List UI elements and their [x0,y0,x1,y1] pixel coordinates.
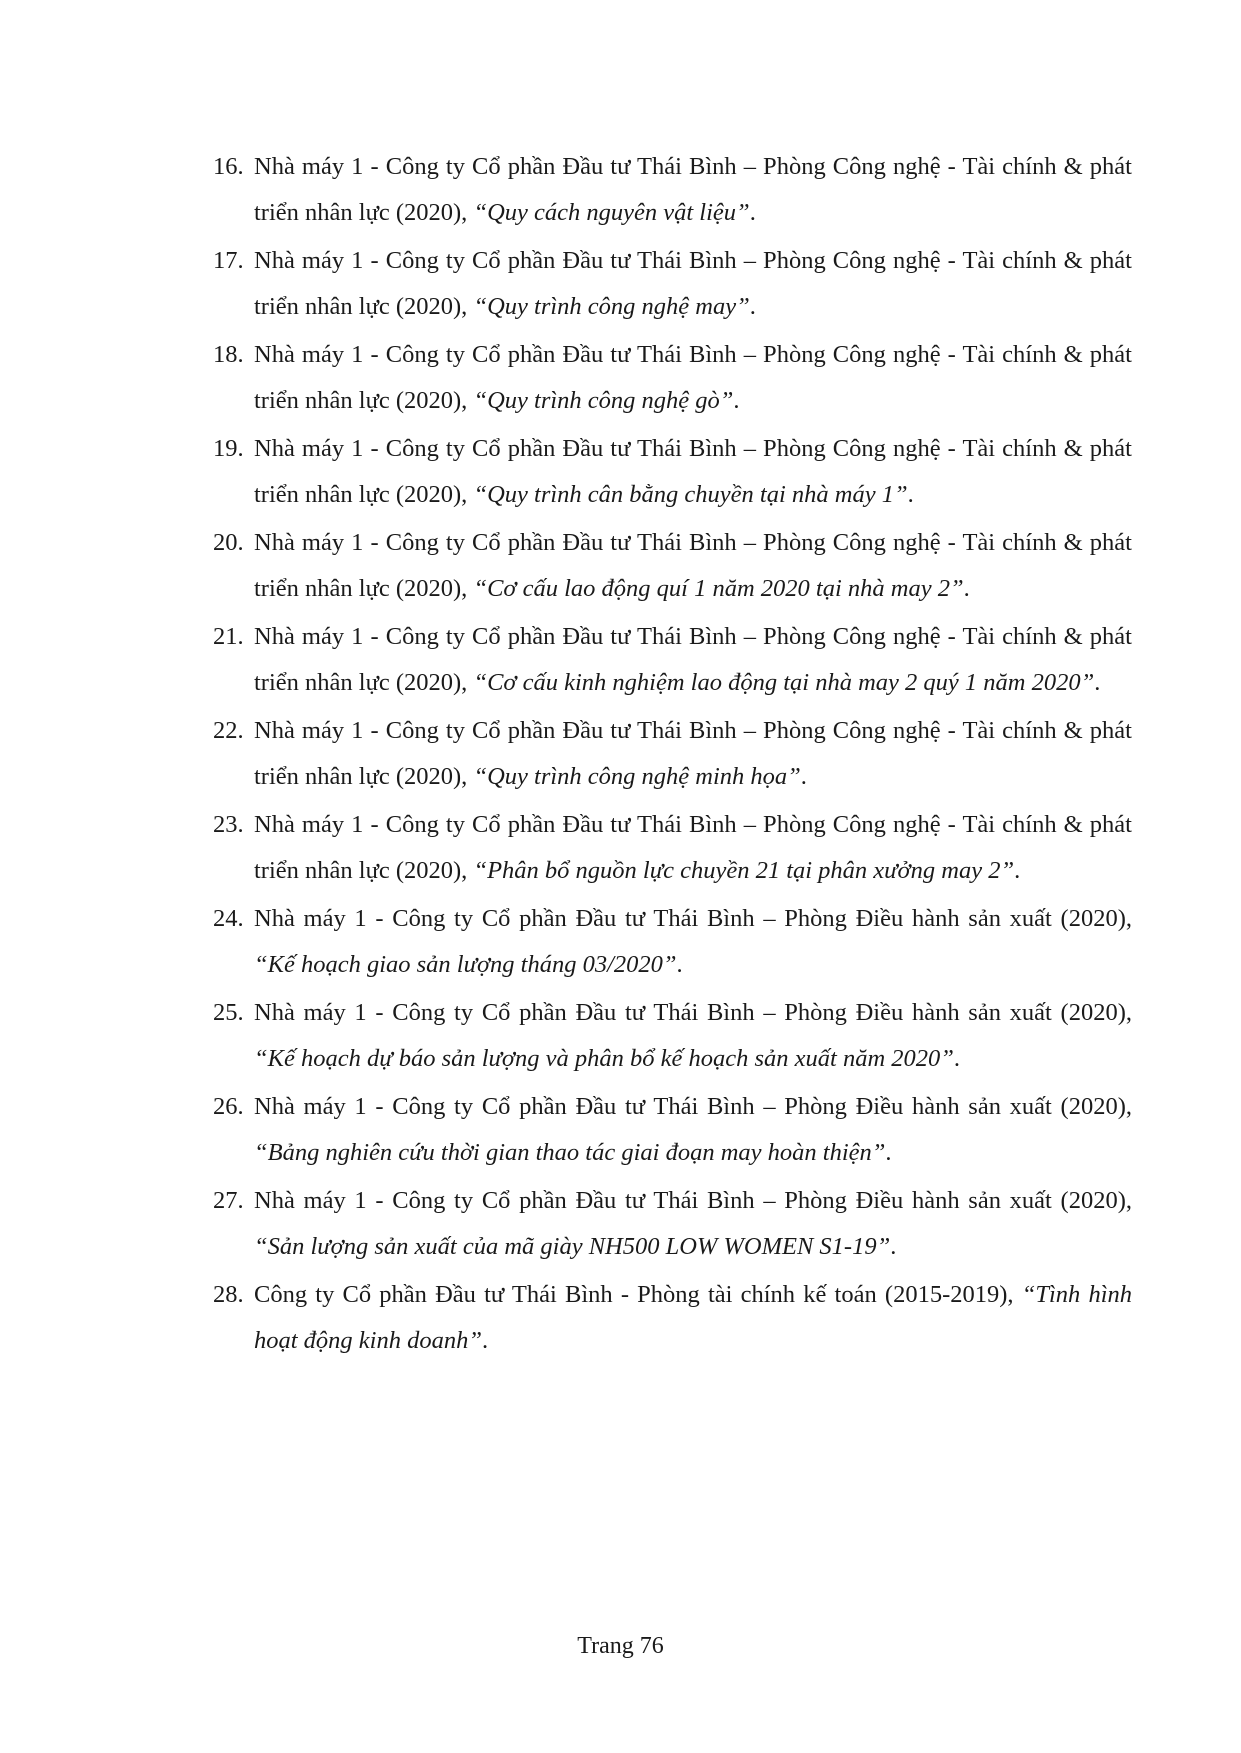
reference-end-punctuation: . [1014,857,1021,884]
reference-source: Nhà máy 1 - Công ty Cổ phần Đầu tư Thái Bình – Phòng Điều hành sản xuất (2020), [254,1093,1132,1120]
reference-number: 23. [213,811,244,838]
reference-title: “Cơ cấu lao động quí 1 năm 2020 tại nhà may 2” [473,575,964,602]
reference-item [214,990,1132,1082]
reference-end-punctuation: . [749,199,756,226]
reference-end-punctuation: . [800,763,807,790]
reference-item [214,802,1132,894]
reference-number: 20. [213,529,244,556]
reference-source: Nhà máy 1 - Công ty Cổ phần Đầu tư Thái Bình – Phòng Công nghệ - Tài chính & phát triển nhân lực (2020), [254,153,1132,226]
reference-title: “Quy cách nguyên vật liệu” [473,199,750,226]
reference-title: “Kế hoạch dự báo sản lượng và phân bổ kế hoạch sản xuất năm 2020” [254,1045,954,1072]
reference-item [214,1084,1132,1176]
reference-title: “Cơ cấu kinh nghiệm lao động tại nhà may 2 quý 1 năm 2020” [473,669,1095,696]
reference-number: 22. [213,717,244,744]
reference-number: 17. [213,247,244,274]
reference-end-punctuation: . [733,387,740,414]
reference-source: Nhà máy 1 - Công ty Cổ phần Đầu tư Thái Bình – Phòng Điều hành sản xuất (2020), [254,905,1132,932]
reference-title: “Quy trình công nghệ gò” [473,387,734,414]
reference-source: Công ty Cổ phần Đầu tư Thái Bình - Phòng tài chính kế toán (2015-2019), [254,1281,1022,1308]
reference-item [214,426,1132,518]
reference-title: “Quy trình công nghệ may” [473,293,750,320]
reference-end-punctuation: . [749,293,756,320]
reference-item [214,238,1132,330]
reference-item [214,1178,1132,1270]
reference-end-punctuation: . [676,951,683,978]
reference-number: 28. [213,1281,244,1308]
reference-end-punctuation: . [1094,669,1101,696]
reference-source: Nhà máy 1 - Công ty Cổ phần Đầu tư Thái Bình – Phòng Công nghệ - Tài chính & phát triển nhân lực (2020), [254,623,1132,696]
reference-title: “Kế hoạch giao sản lượng tháng 03/2020” [254,951,677,978]
reference-end-punctuation: . [482,1327,489,1354]
reference-title: “Phân bổ nguồn lực chuyền 21 tại phân xưởng may 2” [473,857,1015,884]
reference-source: Nhà máy 1 - Công ty Cổ phần Đầu tư Thái Bình – Phòng Công nghệ - Tài chính & phát triển nhân lực (2020), [254,341,1132,414]
reference-source: Nhà máy 1 - Công ty Cổ phần Đầu tư Thái Bình – Phòng Công nghệ - Tài chính & phát triển nhân lực (2020), [254,435,1132,508]
page-number: Trang 76 [577,1633,664,1659]
reference-item [214,332,1132,424]
reference-end-punctuation: . [953,1045,961,1072]
reference-item [214,1272,1132,1364]
reference-number: 18. [213,341,244,368]
reference-number: 27. [213,1187,244,1214]
reference-end-punctuation: . [885,1139,892,1166]
reference-number: 24. [213,905,244,932]
reference-number: 21. [213,623,244,650]
reference-title: “Quy trình công nghệ minh họa” [473,763,801,790]
reference-number: 25. [213,999,244,1026]
reference-item [214,896,1132,988]
reference-source: Nhà máy 1 - Công ty Cổ phần Đầu tư Thái Bình – Phòng Công nghệ - Tài chính & phát triển nhân lực (2020), [254,247,1132,320]
reference-title: “Tình hình hoạt động kinh doanh” [254,1281,1132,1354]
reference-source: Nhà máy 1 - Công ty Cổ phần Đầu tư Thái Bình – Phòng Điều hành sản xuất (2020), [254,999,1132,1026]
reference-title: “Quy trình cân bằng chuyền tại nhà máy 1” [473,481,908,508]
reference-number: 19. [213,435,244,462]
reference-item [214,144,1132,236]
reference-source: Nhà máy 1 - Công ty Cổ phần Đầu tư Thái Bình – Phòng Công nghệ - Tài chính & phát triển nhân lực (2020), [254,811,1132,884]
reference-source: Nhà máy 1 - Công ty Cổ phần Đầu tư Thái Bình – Phòng Điều hành sản xuất (2020), [254,1187,1132,1214]
reference-end-punctuation: . [890,1233,897,1260]
reference-list [214,144,1132,1366]
reference-item [214,614,1132,706]
reference-source: Nhà máy 1 - Công ty Cổ phần Đầu tư Thái Bình – Phòng Công nghệ - Tài chính & phát triển nhân lực (2020), [254,529,1132,602]
reference-end-punctuation: . [963,575,970,602]
reference-item [214,520,1132,612]
reference-title: “Sản lượng sản xuất của mã giày NH500 LOW WOMEN S1-19” [254,1233,891,1260]
reference-title: “Bảng nghiên cứu thời gian thao tác giai đoạn may hoàn thiện” [254,1139,886,1166]
reference-number: 26. [213,1093,244,1120]
reference-end-punctuation: . [907,481,914,508]
reference-source: Nhà máy 1 - Công ty Cổ phần Đầu tư Thái Bình – Phòng Công nghệ - Tài chính & phát triển nhân lực (2020), [254,717,1132,790]
reference-number: 16. [213,153,244,180]
reference-item [214,708,1132,800]
